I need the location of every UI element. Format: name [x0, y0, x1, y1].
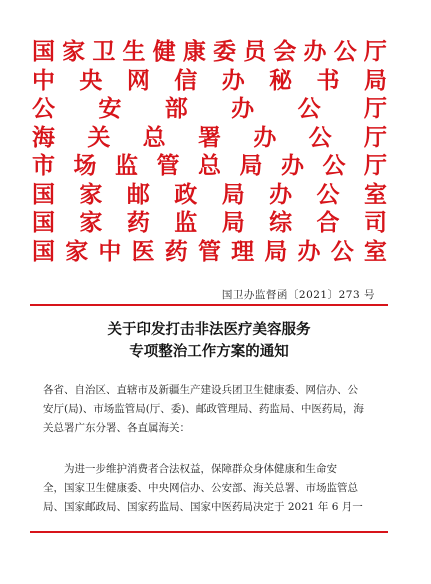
- addressee-block: [43, 381, 381, 438]
- issuer-line: 中 央 网 信 办 秘 书 局: [32, 66, 387, 94]
- document-number: 国卫办监督函〔2021〕273 号: [221, 289, 375, 301]
- issuing-agencies-header: [32, 38, 387, 266]
- addressee-line: 各省、自治区、直辖市及新疆生产建设兵团卫生健康委、网信办、公: [43, 384, 358, 396]
- addressee-line: 关总署广东分署、各直属海关：: [43, 422, 190, 434]
- document-title-line-1: 关于印发打击非法医疗美容服务: [107, 321, 311, 338]
- issuer-line: 国 家 药 监 局 综 合 司: [32, 209, 387, 236]
- body-line: 为进一步维护消费者合法权益，保障群众身体健康和生命安: [64, 463, 337, 475]
- red-divider-top: [30, 304, 388, 306]
- issuer-line: 国 家 邮 政 局 办 公 室: [32, 180, 387, 208]
- addressee-line: 安厅(局)、市场监管局(厅、委)、邮政管理局、药监局、中医药局，海: [43, 403, 364, 415]
- issuer-line: 国 家 卫 生 健 康 委 员 会 办 公 厅: [32, 38, 387, 65]
- body-line: 局、国家邮政局、国家药监局、国家中医药局决定于 2021 年 6 月一: [43, 501, 363, 513]
- document-title-line-2: 专项整治工作方案的通知: [129, 343, 289, 360]
- body-line: 全，国家卫生健康委、中央网信办、公安部、海关总署、市场监管总: [43, 482, 358, 494]
- issuer-line: 公 安 部 办 公 厅: [32, 95, 387, 122]
- issuer-line: 市 场 监 管 总 局 办 公 厅: [32, 152, 387, 179]
- issuer-line: 国 家 中 医 药 管 理 局 办 公 室: [32, 237, 387, 265]
- issuer-line: 海 关 总 署 办 公 厅: [32, 123, 387, 151]
- body-paragraph: [43, 460, 381, 517]
- red-divider-bottom: [30, 531, 388, 533]
